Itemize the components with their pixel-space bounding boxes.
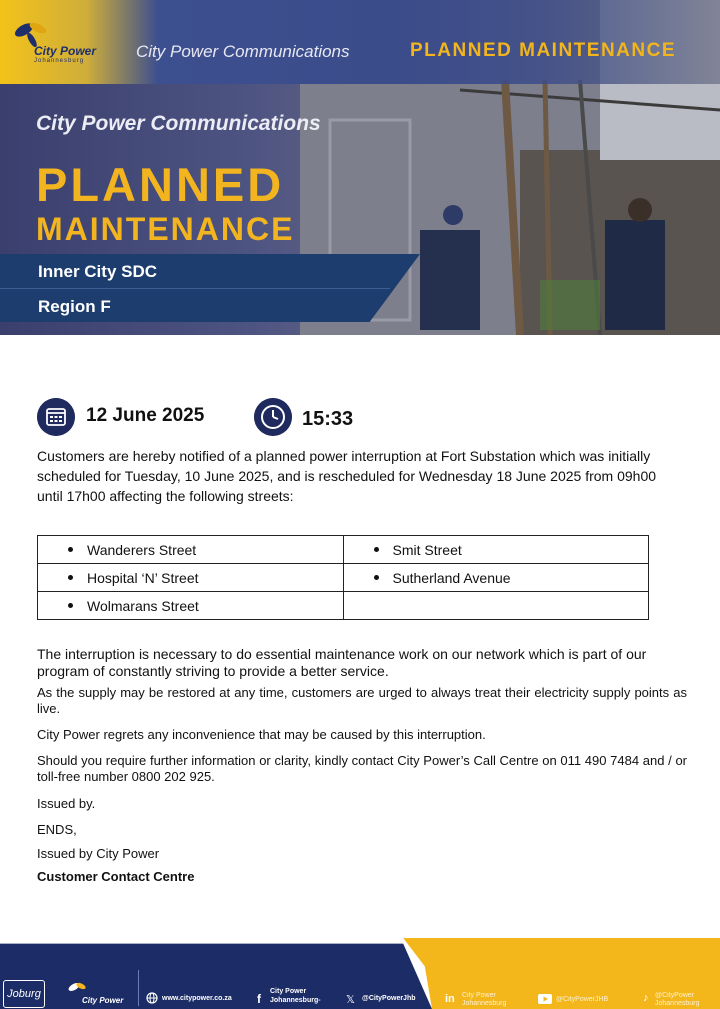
calendar-icon — [37, 398, 75, 436]
contact-note: Should you require further information or clarity, kindly contact City Power’s Call Centre on 011 490 7484 and / or toll-free number 0800 202 925. — [37, 753, 687, 784]
notice-time: 15:33 — [302, 408, 354, 430]
street-name: Wolmarans Street — [87, 597, 199, 614]
bullet-icon — [68, 547, 73, 552]
street-name: Hospital ‘N’ Street — [87, 569, 199, 586]
region-divider — [0, 288, 390, 289]
notice-date: 12 June 2025 — [86, 405, 205, 426]
street-name: Smit Street — [392, 541, 462, 558]
supply-note: As the supply may be restored at any time, customers are urged to always treat their electricity supply points as live. — [37, 685, 687, 716]
footer-divider — [138, 970, 139, 1006]
table-cell-empty — [343, 592, 649, 620]
table-cell — [38, 536, 344, 564]
top-title: City Power Communications — [136, 42, 350, 61]
table-row — [38, 564, 649, 592]
table-cell — [38, 564, 344, 592]
youtube-link[interactable]: @CityPowerJHB — [556, 996, 609, 1003]
footer-brand: City Power — [82, 996, 124, 1005]
intro-line-2: scheduled for Tuesday, 10 June 2025, and is rescheduled for Wednesday 18 June 2025 from 09h00 — [37, 468, 657, 484]
footer — [0, 938, 720, 1009]
street-name: Sutherland Avenue — [392, 569, 511, 586]
clock-icon — [254, 398, 292, 436]
tiktok-link[interactable]: @CityPower Johannesburg — [655, 992, 700, 1007]
website-link[interactable]: www.citypower.co.za — [162, 995, 232, 1002]
youtube-icon — [538, 994, 552, 1004]
table-row — [38, 592, 649, 620]
twitter-link[interactable]: @CityPowerJhb — [362, 995, 416, 1002]
region-name: Region F — [38, 297, 111, 316]
bullet-icon — [68, 603, 73, 608]
facebook-icon: f — [257, 992, 261, 1006]
street-name: Wanderers Street — [87, 541, 197, 558]
brand-sub: Johannesburg — [34, 58, 85, 64]
joburg-logo: Joburg — [3, 980, 45, 1008]
bullet-icon — [68, 575, 73, 580]
affected-streets-table — [37, 535, 649, 620]
reason-line-2: program of constantly striving to provide a better service. — [37, 663, 389, 679]
intro-line-3: until 17h00 affecting the following streets: — [37, 488, 294, 504]
brand-name: City Power — [34, 44, 97, 58]
globe-icon — [146, 992, 158, 1004]
table-cell — [38, 592, 344, 620]
banner-subtitle: City Power Communications — [36, 112, 321, 135]
headline-planned: PLANNED — [36, 158, 285, 211]
table-row — [38, 536, 649, 564]
reason-line-1: The interruption is necessary to do essential maintenance work on our network which is part of our — [37, 646, 647, 662]
intro-line-1: Customers are hereby notified of a planned power interruption at Fort Substation which was initially — [37, 448, 651, 464]
ends-line: ENDS, — [37, 822, 77, 837]
bullet-icon — [374, 575, 379, 580]
tiktok-icon: ♪ — [643, 992, 649, 1004]
header-banner — [0, 0, 720, 335]
bullet-icon — [374, 547, 379, 552]
table-cell — [343, 564, 649, 592]
linkedin-icon: in — [445, 993, 455, 1005]
x-icon: 𝕏 — [346, 994, 355, 1006]
signature: Customer Contact Centre — [37, 869, 195, 884]
table-cell — [343, 536, 649, 564]
linkedin-link[interactable]: City Power Johannesburg — [462, 992, 507, 1007]
regret-note: City Power regrets any inconvenience that may be caused by this interruption. — [37, 727, 486, 742]
top-badge: PLANNED MAINTENANCE — [410, 40, 676, 61]
region-sdc: Inner City SDC — [38, 262, 158, 281]
facebook-link[interactable]: City Power Johannesburg- — [270, 988, 321, 1004]
headline-maintenance: MAINTENANCE — [36, 211, 295, 247]
issued-by: Issued by. — [37, 796, 96, 811]
issued-by-org: Issued by City Power — [37, 846, 160, 861]
